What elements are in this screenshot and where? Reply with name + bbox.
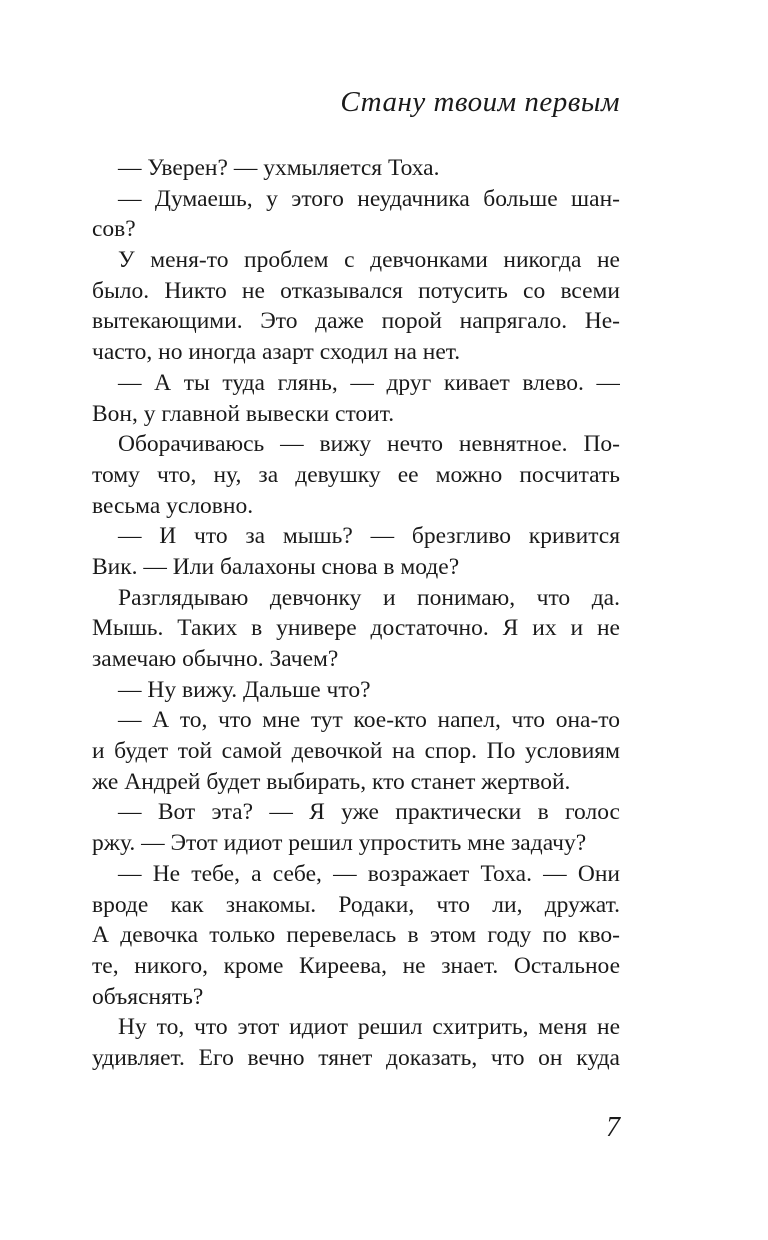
text-line: Вик. — Или балахоны снова в моде?: [92, 553, 460, 580]
text-line: Мышь. Таких в универе достаточно. Я их и не: [92, 615, 620, 642]
text-line: Разглядываю девчонку и понимаю, что да.: [118, 584, 620, 611]
text-line: — Не тебе, а себе, — возражает Тоха. — Они: [118, 860, 620, 887]
text-line: удивляет. Его вечно тянет доказать, что он куда: [92, 1044, 620, 1071]
text-line: — А то, что мне тут кое-кто напел, что она-то: [118, 707, 620, 734]
text-line: часто, но иногда азарт сходил на нет.: [92, 339, 461, 366]
text-line: А девочка только перевелась в этом году по кво-: [92, 922, 620, 949]
text-line: и будет той самой девочкой на спор. По условиям: [92, 738, 620, 765]
body-text: [92, 153, 620, 1074]
text-line: объяснять?: [92, 983, 204, 1010]
running-head: Стану твоим первым: [340, 86, 620, 118]
text-line: — Вот эта? — Я уже практически в голос: [118, 799, 620, 826]
text-line: ржу. — Этот идиот решил упростить мне задачу?: [92, 830, 587, 857]
page-number: 7: [606, 1112, 620, 1143]
text-line: — Уверен? — ухмыляется Тоха.: [118, 155, 440, 181]
text-line: весьма условно.: [92, 492, 254, 519]
text-line: было. Никто не отказывался потусить со всеми: [92, 277, 620, 304]
text-line: же Андрей будет выбирать, кто станет жертвой.: [92, 768, 571, 795]
text-line: те, никого, кроме Киреева, не знает. Остальное: [92, 952, 620, 979]
text-line: Вон, у главной вывески стоит.: [92, 400, 395, 427]
text-line: вытекающими. Это даже порой напрягало. Не-: [92, 308, 620, 335]
text-line: Ну то, что этот идиот решил схитрить, меня не: [118, 1014, 620, 1041]
text-line: сов?: [92, 216, 136, 243]
text-line: — А ты туда глянь, — друг кивает влево. —: [118, 369, 620, 396]
text-line: замечаю обычно. Зачем?: [92, 646, 339, 672]
text-line: — Ну вижу. Дальше что?: [118, 676, 371, 703]
text-line: — И что за мышь? — брезгливо кривится: [118, 523, 620, 550]
text-line: Оборачиваюсь — вижу нечто невнятное. По-: [118, 431, 620, 458]
text-line: — Думаешь, у этого неудачника больше шан-: [118, 185, 620, 212]
text-line: У меня-то проблем с девчонками никогда не: [118, 247, 620, 274]
text-line: тому что, ну, за девушку ее можно посчитать: [92, 461, 620, 488]
text-line: вроде как знакомы. Родаки, что ли, дружат.: [92, 891, 620, 918]
